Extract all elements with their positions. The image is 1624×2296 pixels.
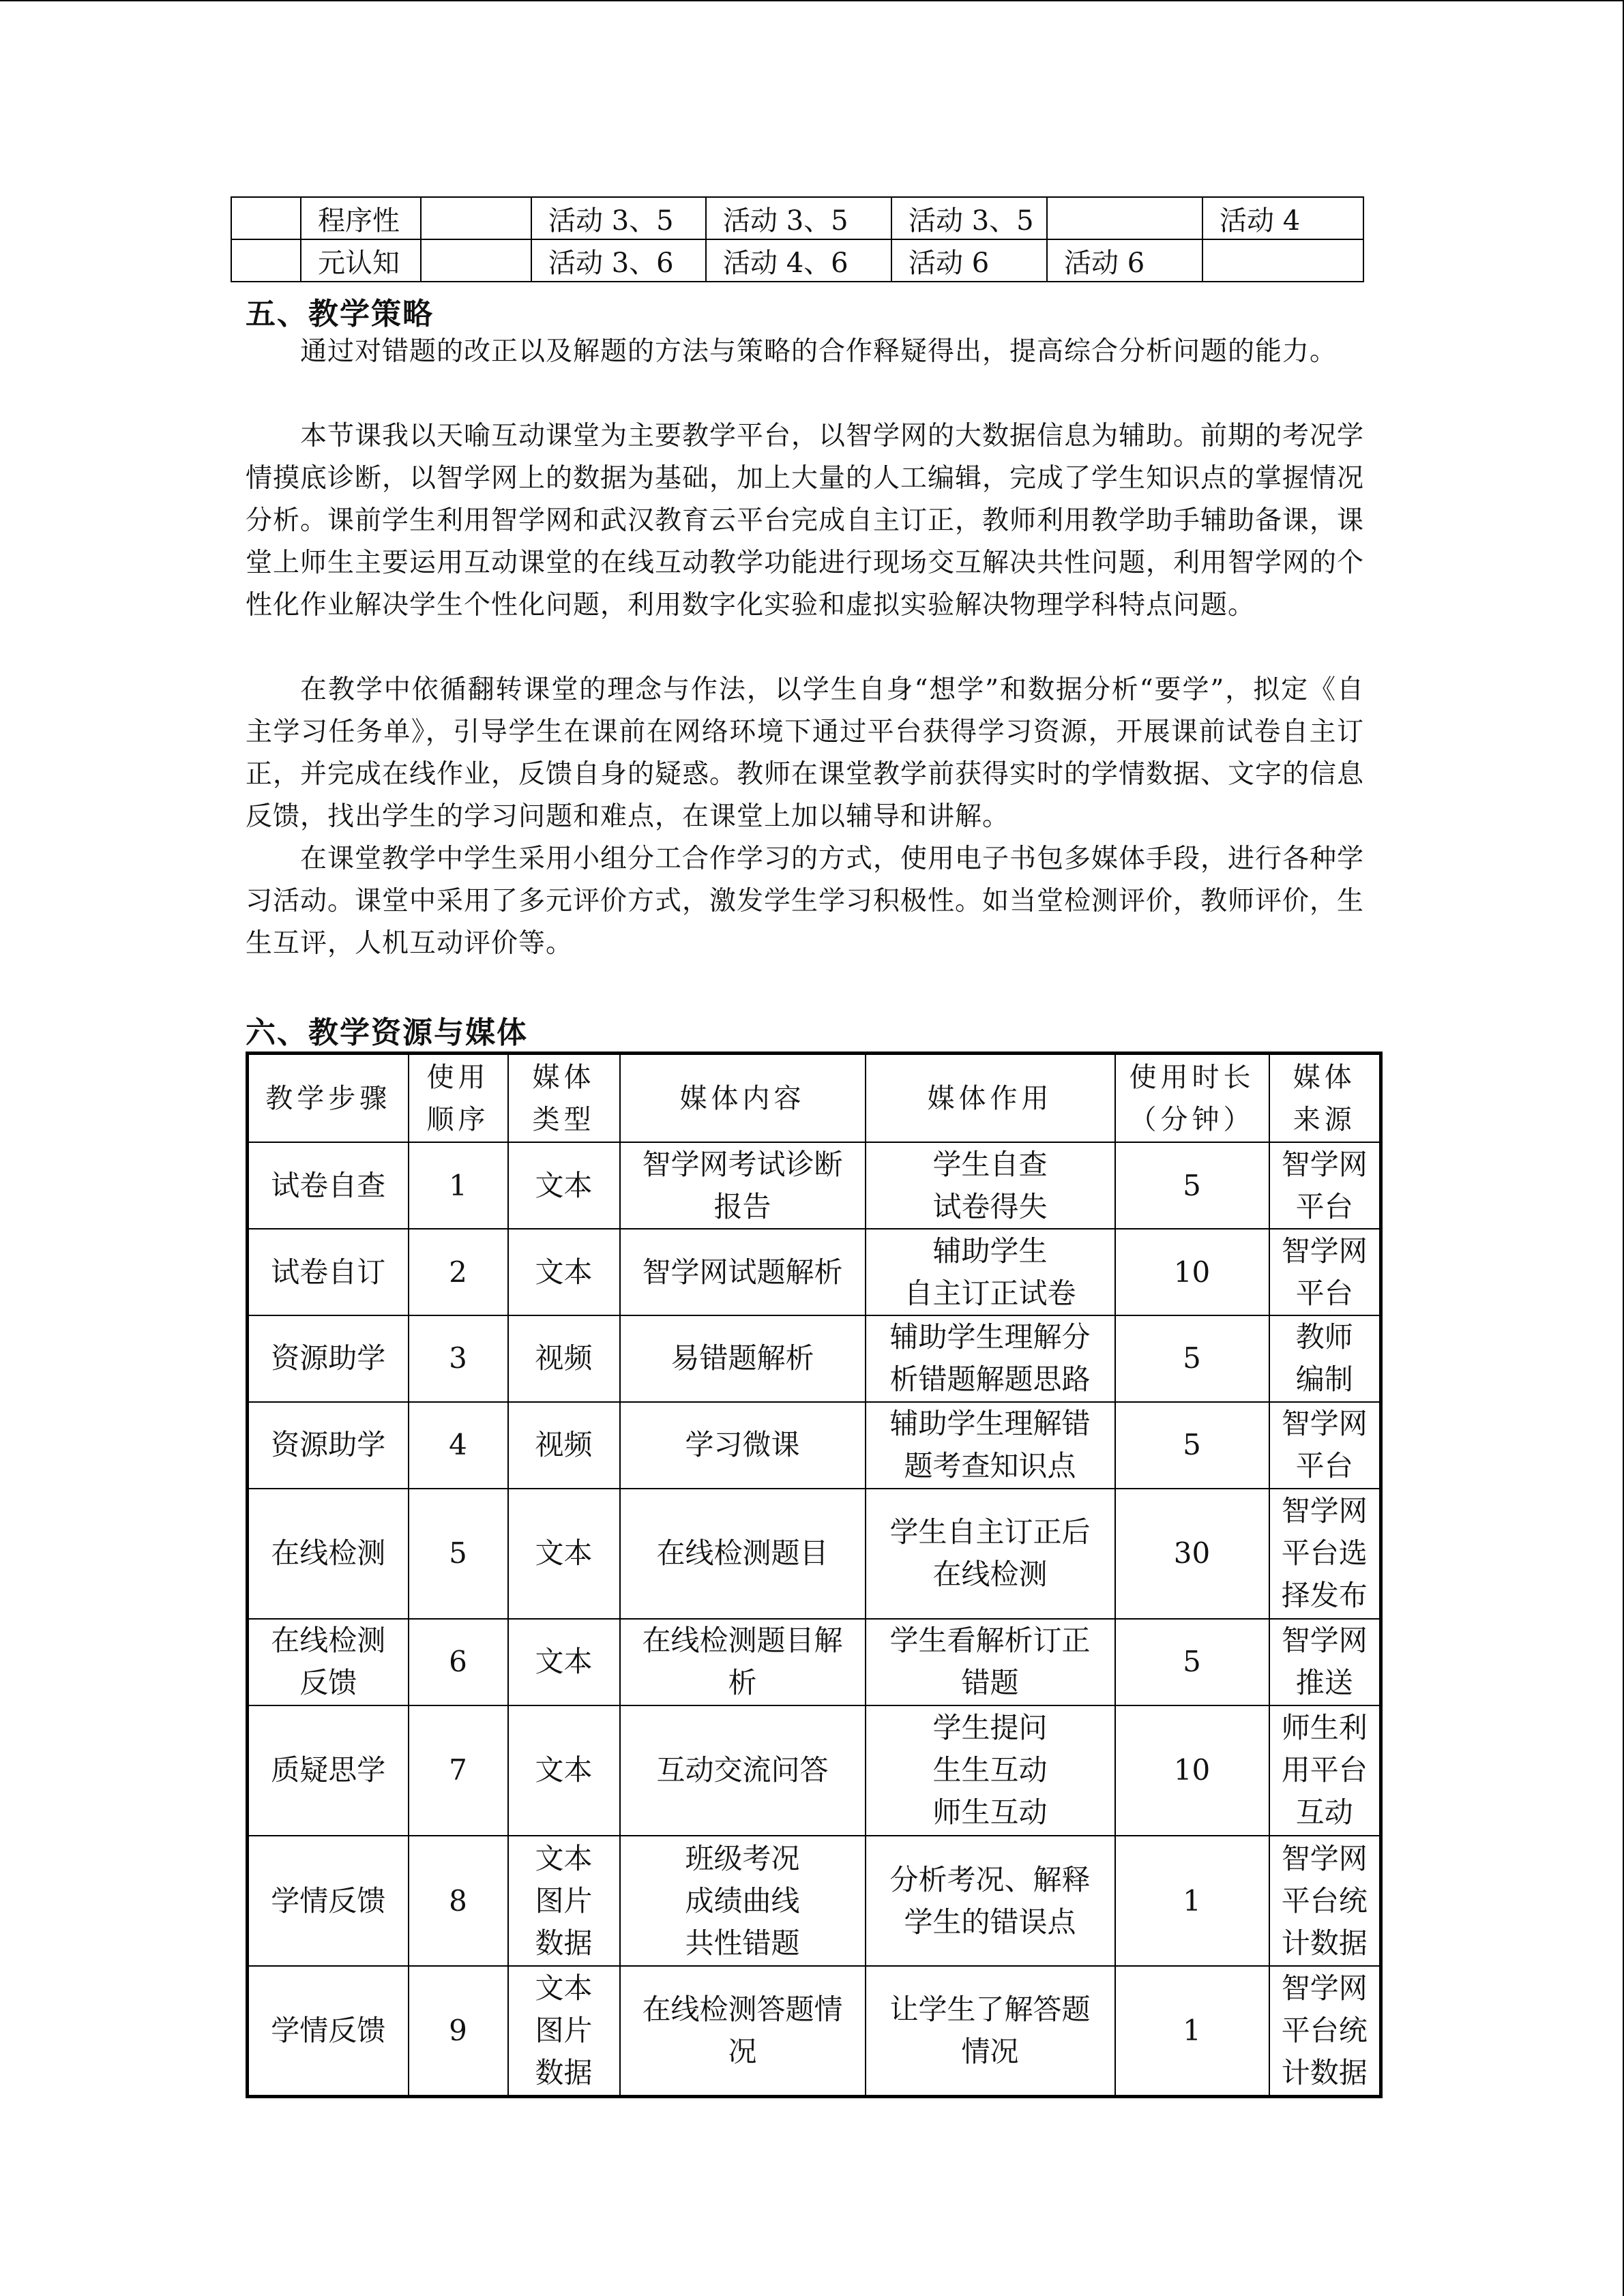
cell-source	[1269, 1142, 1381, 1229]
objectives-cell: 活动 6	[891, 239, 1047, 282]
cell-step-line: 试卷自订	[271, 1255, 386, 1289]
cell-type	[508, 1489, 620, 1619]
column-header	[508, 1054, 620, 1143]
strategy-paragraph-2: 本节课我以天喻互动课堂为主要教学平台，以智学网的大数据信息为辅助。前期的考况学情摸底诊断，以智学网上的数据为基础，加上大量的人工编辑，完成了学生知识点的掌握情况分析。课前学生利用智学网和武汉教育云平台完成自主订正，教师利用教学助手辅助备课，课堂上师生主要运用互动课堂的在线互动教学功能进行现场交互解决共性问题，利用智学网的个性化作业解决学生个性化问题，利用数字化实验和虚拟实验解决物理学科特点问题。	[246, 421, 1365, 621]
cell-source-line: 智学网	[1281, 1147, 1368, 1181]
cell-content-line: 互动交流问答	[656, 1753, 829, 1787]
cell-source-line: 师生利	[1281, 1711, 1368, 1745]
cell-type-line: 文本	[535, 1536, 593, 1570]
cell-content-line: 况	[728, 2035, 757, 2069]
cell-source-line: 计数据	[1281, 2056, 1368, 2090]
cell-role	[866, 1315, 1115, 1402]
cell-type-line: 文本	[535, 1645, 593, 1679]
cell-step	[248, 1229, 409, 1315]
column-header	[620, 1054, 866, 1143]
objectives-cell: 活动 3、5	[706, 197, 891, 239]
cell-role-line: 辅助学生	[932, 1234, 1048, 1268]
cell-type-line: 文本	[535, 1971, 593, 2006]
cell-type	[508, 1836, 620, 1966]
cell-step-line: 质疑思学	[271, 1753, 386, 1787]
cell-source-line: 互动	[1295, 1795, 1353, 1830]
cell-type-line: 视频	[535, 1428, 593, 1462]
cell-source-line: 教师	[1295, 1320, 1353, 1354]
cell-duration: 5	[1115, 1619, 1269, 1705]
cell-source-line: 平台	[1295, 1189, 1353, 1223]
column-header-line: 教学步骤	[265, 1082, 392, 1114]
column-header-line: 类型	[532, 1103, 595, 1135]
column-header-line: 媒体	[532, 1061, 595, 1093]
cell-step-line: 资源助学	[271, 1341, 386, 1375]
cell-role	[866, 1402, 1115, 1489]
cell-source-line: 推送	[1295, 1666, 1353, 1700]
objectives-table-continuation	[231, 196, 1364, 282]
objectives-cell	[421, 197, 531, 239]
strategy-paragraph-1: 通过对错题的改正以及解题的方法与策略的合作释疑得出，提高综合分析问题的能力。	[300, 336, 1338, 367]
cell-duration: 5	[1115, 1315, 1269, 1402]
cell-order: 1	[409, 1142, 508, 1229]
cell-content-line: 智学网考试诊断	[642, 1147, 843, 1181]
column-header-line: 来源	[1293, 1103, 1356, 1135]
cell-type	[508, 1229, 620, 1315]
cell-role	[866, 1142, 1115, 1229]
strategy-paragraph-4: 在课堂教学中学生采用小组分工合作学习的方式，使用电子书包多媒体手段，进行各种学习活动。课堂中采用了多元评价方式，激发学生学习积极性。如当堂检测评价，教师评价，生生互评，人机互动评价等。	[246, 844, 1365, 959]
cell-role-line: 让学生了解答题	[889, 1993, 1091, 2027]
cell-type-line: 文本	[535, 1168, 593, 1202]
cell-source	[1269, 1229, 1381, 1315]
column-header-line: 使用时长	[1129, 1061, 1255, 1093]
cell-duration: 1	[1115, 1836, 1269, 1966]
cell-step	[248, 1315, 409, 1402]
cell-step	[248, 1705, 409, 1836]
table-row	[248, 1489, 1381, 1619]
table-row	[248, 1315, 1381, 1402]
objectives-cell: 活动 6	[1047, 239, 1202, 282]
cell-role-line: 分析考况、解释	[889, 1862, 1091, 1896]
cell-source-line: 平台统	[1281, 2014, 1368, 2048]
cell-content-line: 在线检测题目	[656, 1536, 829, 1570]
cell-type	[508, 1705, 620, 1836]
cell-role-line: 在线检测	[932, 1557, 1048, 1592]
resources-media-table	[246, 1052, 1383, 2098]
cell-source-line: 智学网	[1281, 1841, 1368, 1875]
column-header-line: （分钟）	[1129, 1103, 1255, 1135]
section-5-heading: 五、教学策略	[246, 297, 434, 331]
column-header-line: 媒体内容	[679, 1082, 806, 1114]
cell-role	[866, 1489, 1115, 1619]
cell-source-line: 平台统	[1281, 1883, 1368, 1918]
cell-role-line: 情况	[961, 2035, 1019, 2069]
cell-order: 9	[409, 1966, 508, 2096]
cell-duration: 30	[1115, 1489, 1269, 1619]
cell-source	[1269, 1705, 1381, 1836]
objectives-cell	[231, 197, 301, 239]
cell-type-line: 图片	[535, 1883, 593, 1918]
cell-step	[248, 1836, 409, 1966]
cell-step	[248, 1489, 409, 1619]
cell-role-line: 生生互动	[932, 1753, 1048, 1787]
cell-type	[508, 1142, 620, 1229]
cell-type-line: 数据	[535, 2056, 593, 2090]
cell-type-line: 视频	[535, 1341, 593, 1375]
objectives-cell: 活动 3、6	[531, 239, 706, 282]
cell-source-line: 用平台	[1281, 1753, 1368, 1787]
objectives-row	[231, 239, 1363, 282]
cell-duration: 10	[1115, 1705, 1269, 1836]
objectives-cell: 元认知	[301, 239, 421, 282]
cell-content-line: 成绩曲线	[685, 1883, 800, 1918]
objectives-cell	[421, 239, 531, 282]
cell-type-line: 文本	[535, 1255, 593, 1289]
cell-content	[620, 1229, 866, 1315]
cell-source-line: 智学网	[1281, 1407, 1368, 1441]
column-header	[409, 1054, 508, 1143]
cell-order: 6	[409, 1619, 508, 1705]
table-row	[248, 1402, 1381, 1489]
cell-content-line: 在线检测题目解	[642, 1624, 843, 1658]
page-border-top	[0, 0, 1624, 1]
section-6-heading: 六、教学资源与媒体	[246, 1015, 528, 1050]
cell-content-line: 共性错题	[685, 1926, 800, 1960]
cell-duration: 10	[1115, 1229, 1269, 1315]
cell-role-line: 学生提问	[932, 1711, 1048, 1745]
objectives-cell: 程序性	[301, 197, 421, 239]
cell-source	[1269, 1619, 1381, 1705]
objectives-cell: 活动 3、5	[891, 197, 1047, 239]
cell-content-line: 易错题解析	[670, 1341, 814, 1375]
cell-step	[248, 1402, 409, 1489]
cell-source	[1269, 1489, 1381, 1619]
cell-content	[620, 1619, 866, 1705]
cell-content-line: 学习微课	[685, 1428, 800, 1462]
cell-role-line: 学生看解析订正	[889, 1624, 1091, 1658]
cell-role-line: 析错题解题思路	[889, 1362, 1091, 1397]
objectives-cell: 活动 4、6	[706, 239, 891, 282]
cell-content	[620, 1836, 866, 1966]
objectives-cell	[1202, 239, 1363, 282]
cell-type	[508, 1315, 620, 1402]
cell-content	[620, 1402, 866, 1489]
cell-order: 7	[409, 1705, 508, 1836]
cell-source-line: 智学网	[1281, 1494, 1368, 1528]
cell-order: 5	[409, 1489, 508, 1619]
cell-step	[248, 1619, 409, 1705]
cell-duration: 5	[1115, 1402, 1269, 1489]
table-row	[248, 1619, 1381, 1705]
column-header	[1115, 1054, 1269, 1143]
cell-type	[508, 1966, 620, 2096]
table-row	[248, 1966, 1381, 2096]
table-header-row	[248, 1054, 1381, 1143]
cell-role-line: 师生互动	[932, 1795, 1048, 1830]
cell-step-line: 试卷自查	[271, 1168, 386, 1202]
cell-duration: 5	[1115, 1142, 1269, 1229]
cell-step-line: 学情反馈	[271, 1883, 386, 1918]
table-row	[248, 1836, 1381, 1966]
cell-content	[620, 1966, 866, 2096]
column-header-line: 媒体	[1293, 1061, 1356, 1093]
cell-content-line: 智学网试题解析	[642, 1255, 843, 1289]
cell-source	[1269, 1836, 1381, 1966]
cell-step-line: 反馈	[299, 1666, 357, 1700]
cell-source-line: 计数据	[1281, 1926, 1368, 1960]
cell-content-line: 班级考况	[685, 1841, 800, 1875]
cell-source-line: 编制	[1295, 1362, 1353, 1397]
objectives-cell: 活动 4	[1202, 197, 1363, 239]
cell-role-line: 错题	[961, 1666, 1019, 1700]
cell-step	[248, 1966, 409, 2096]
cell-role-line: 题考查知识点	[904, 1449, 1076, 1483]
cell-content	[620, 1142, 866, 1229]
cell-step-line: 在线检测	[271, 1536, 386, 1570]
cell-role-line: 辅助学生理解分	[889, 1320, 1091, 1354]
column-header-line: 使用	[426, 1061, 490, 1093]
cell-step-line: 学情反馈	[271, 2014, 386, 2048]
cell-content-line: 析	[728, 1666, 757, 1700]
column-header	[1269, 1054, 1381, 1143]
objectives-cell	[231, 239, 301, 282]
cell-role-line: 试卷得失	[932, 1189, 1048, 1223]
cell-content	[620, 1705, 866, 1836]
cell-role-line: 学生自主订正后	[889, 1515, 1091, 1549]
cell-duration: 1	[1115, 1966, 1269, 2096]
cell-role	[866, 1966, 1115, 2096]
cell-step-line: 在线检测	[271, 1624, 386, 1658]
cell-role-line: 辅助学生理解错	[889, 1407, 1091, 1441]
cell-type-line: 文本	[535, 1753, 593, 1787]
cell-type-line: 数据	[535, 1926, 593, 1960]
cell-type	[508, 1402, 620, 1489]
cell-type	[508, 1619, 620, 1705]
column-header-line: 顺序	[426, 1103, 490, 1135]
cell-step	[248, 1142, 409, 1229]
cell-role-line: 学生自查	[932, 1147, 1048, 1181]
cell-order: 8	[409, 1836, 508, 1966]
cell-source-line: 智学网	[1281, 1624, 1368, 1658]
cell-type-line: 图片	[535, 2014, 593, 2048]
cell-source	[1269, 1315, 1381, 1402]
cell-content-line: 在线检测答题情	[642, 1993, 843, 2027]
cell-content	[620, 1489, 866, 1619]
cell-source-line: 平台选	[1281, 1536, 1368, 1570]
cell-source-line: 智学网	[1281, 1971, 1368, 2006]
cell-order: 2	[409, 1229, 508, 1315]
cell-order: 4	[409, 1402, 508, 1489]
cell-content	[620, 1315, 866, 1402]
column-header	[866, 1054, 1115, 1143]
table-row	[248, 1142, 1381, 1229]
cell-content-line: 报告	[713, 1189, 771, 1223]
cell-source-line: 择发布	[1281, 1579, 1368, 1613]
cell-role	[866, 1836, 1115, 1966]
table-row	[248, 1229, 1381, 1315]
cell-source-line: 平台	[1295, 1276, 1353, 1310]
cell-source	[1269, 1966, 1381, 2096]
cell-role-line: 学生的错误点	[904, 1905, 1076, 1939]
cell-role	[866, 1229, 1115, 1315]
column-header	[248, 1054, 409, 1143]
cell-step-line: 资源助学	[271, 1428, 386, 1462]
cell-source-line: 平台	[1295, 1449, 1353, 1483]
cell-role	[866, 1619, 1115, 1705]
objectives-cell: 活动 3、5	[531, 197, 706, 239]
cell-role	[866, 1705, 1115, 1836]
objectives-row	[231, 197, 1363, 239]
objectives-cell	[1047, 197, 1202, 239]
table-row	[248, 1705, 1381, 1836]
column-header-line: 媒体作用	[927, 1082, 1053, 1114]
cell-source-line: 智学网	[1281, 1234, 1368, 1268]
cell-type-line: 文本	[535, 1841, 593, 1875]
strategy-paragraph-3: 在教学中依循翻转课堂的理念与作法，以学生自身“想学”和数据分析“要学”，拟定《自主学习任务单》，引导学生在课前在网络环境下通过平台获得学习资源，开展课前试卷自主订正，并完成在线作业，反馈自身的疑惑。教师在课堂教学前获得实时的学情数据、文字的信息反馈，找出学生的学习问题和难点，在课堂上加以辅导和讲解。	[246, 674, 1365, 832]
cell-order: 3	[409, 1315, 508, 1402]
cell-role-line: 自主订正试卷	[904, 1276, 1076, 1310]
cell-source	[1269, 1402, 1381, 1489]
